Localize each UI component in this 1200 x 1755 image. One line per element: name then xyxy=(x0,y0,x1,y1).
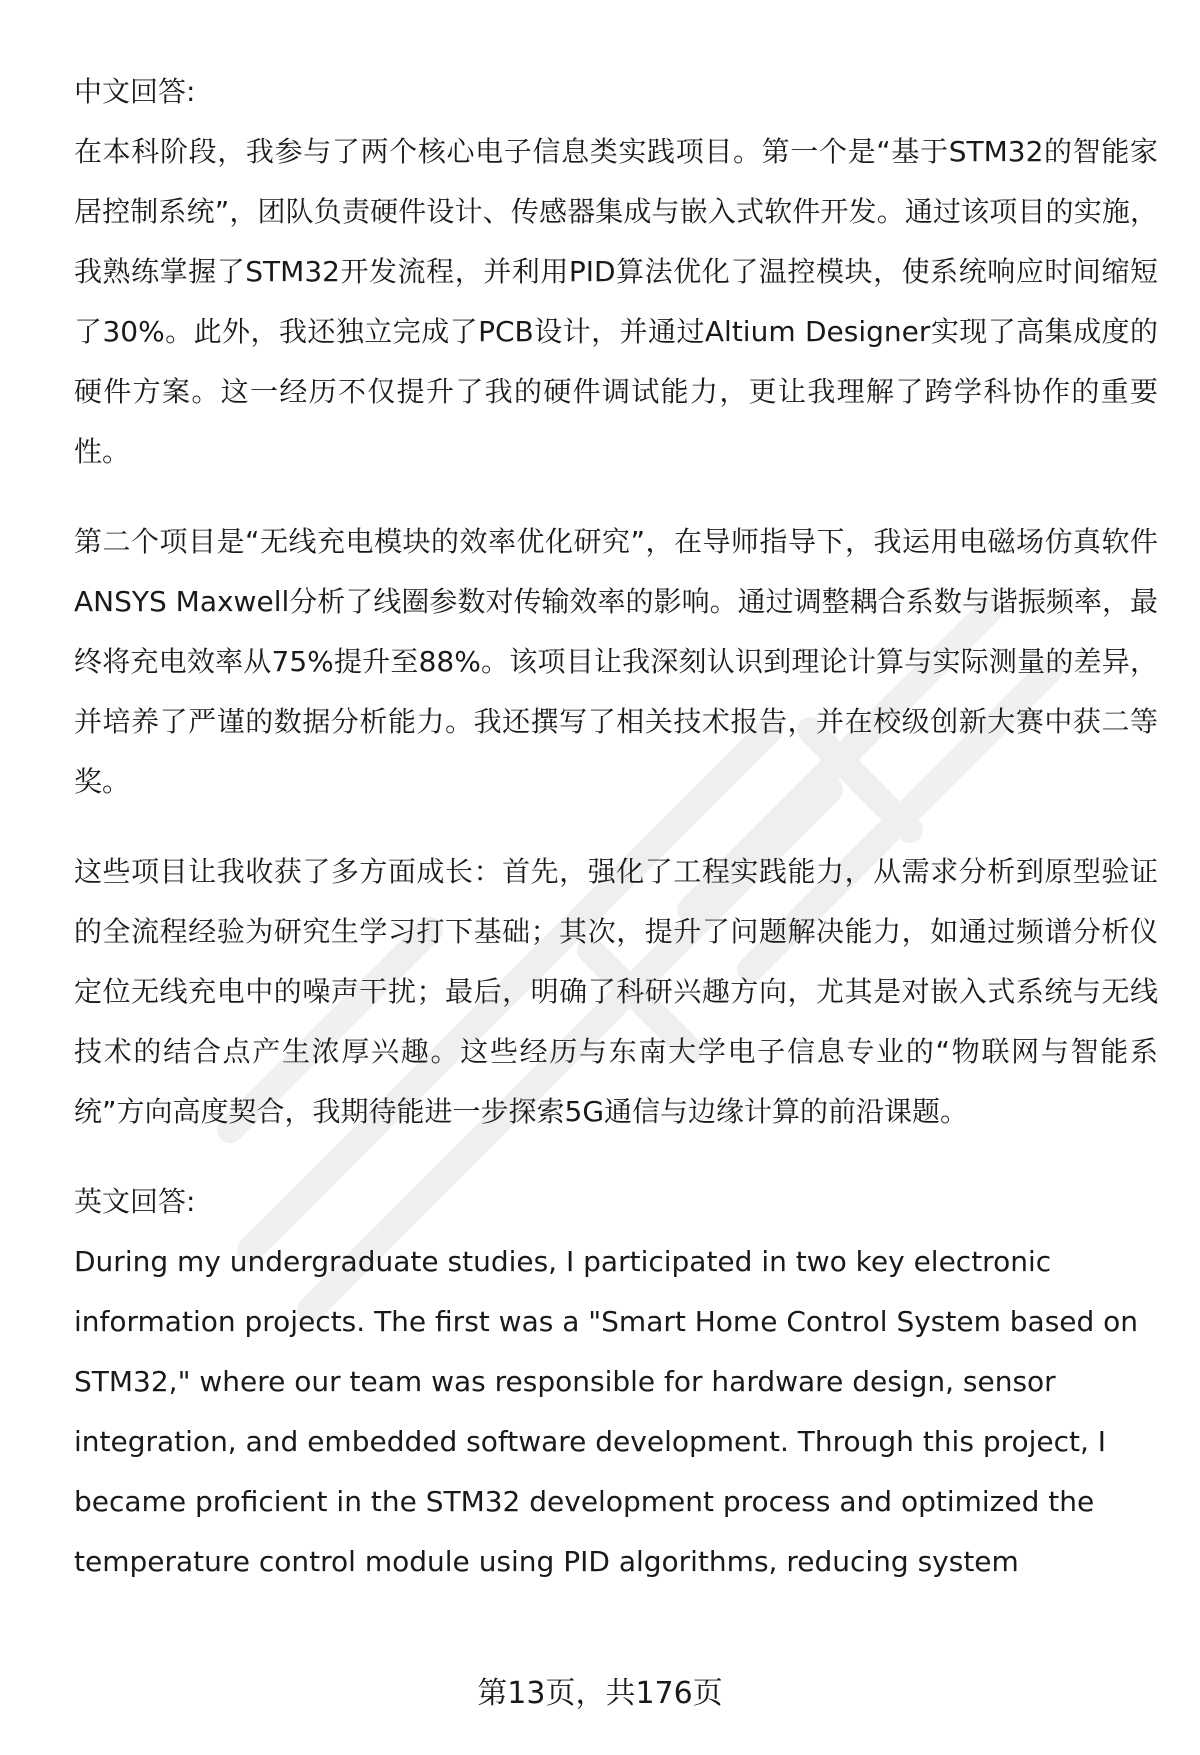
en-answer-heading: 英文回答: xyxy=(74,1185,196,1218)
cn-paragraph-3: 这些项目让我收获了多方面成长：首先，强化了工程实践能力，从需求分析到原型验证的全流程经验为研究生学习打下基础；其次，提升了问题解决能力，如通过频谱分析仪定位无线充电中的噪声干扰；最后，明确了科研兴趣方向，尤其是对嵌入式系统与无线技术的结合点产生浓厚兴趣。这些经历与东南大学电子信息专业的“物联网与智能系统”方向高度契合，我期待能进一步探索5G通信与边缘计算的前沿课题。 xyxy=(74,855,1158,1128)
cn-paragraph-2: 第二个项目是“无线充电模块的效率优化研究”，在导师指导下，我运用电磁场仿真软件ANSYS Maxwell分析了线圈参数对传输效率的影响。通过调整耦合系数与谐振频率，最终将充电效率从75%提升至88%。该项目让我深刻认识到理论计算与实际测量的差异，并培养了严谨的数据分析能力。我还撰写了相关技术报告，并在校级创新大赛中获二等奖。 xyxy=(74,525,1158,798)
document-page xyxy=(74,62,1158,1592)
en-paragraph-1: During my undergraduate studies, I participated in two key electronic information projects. The first was a "Smart Home Control System based on STM32," where our team was responsible for hardware design, sensor integration, and embedded software development. Through this project, I became proficient in the STM32 development process and optimized the temperature control module using PID algorithms, reducing system xyxy=(74,1245,1139,1578)
cn-paragraph-1: 在本科阶段，我参与了两个核心电子信息类实践项目。第一个是“基于STM32的智能家居控制系统”，团队负责硬件设计、传感器集成与嵌入式软件开发。通过该项目的实施，我熟练掌握了STM32开发流程，并利用PID算法优化了温控模块，使系统响应时间缩短了30%。此外，我还独立完成了PCB设计，并通过Altium Designer实现了高集成度的硬件方案。这一经历不仅提升了我的硬件调试能力，更让我理解了跨学科协作的重要性。 xyxy=(74,135,1158,468)
page-number: 第13页，共176页 xyxy=(477,1676,723,1711)
cn-answer-heading: 中文回答: xyxy=(74,75,196,108)
